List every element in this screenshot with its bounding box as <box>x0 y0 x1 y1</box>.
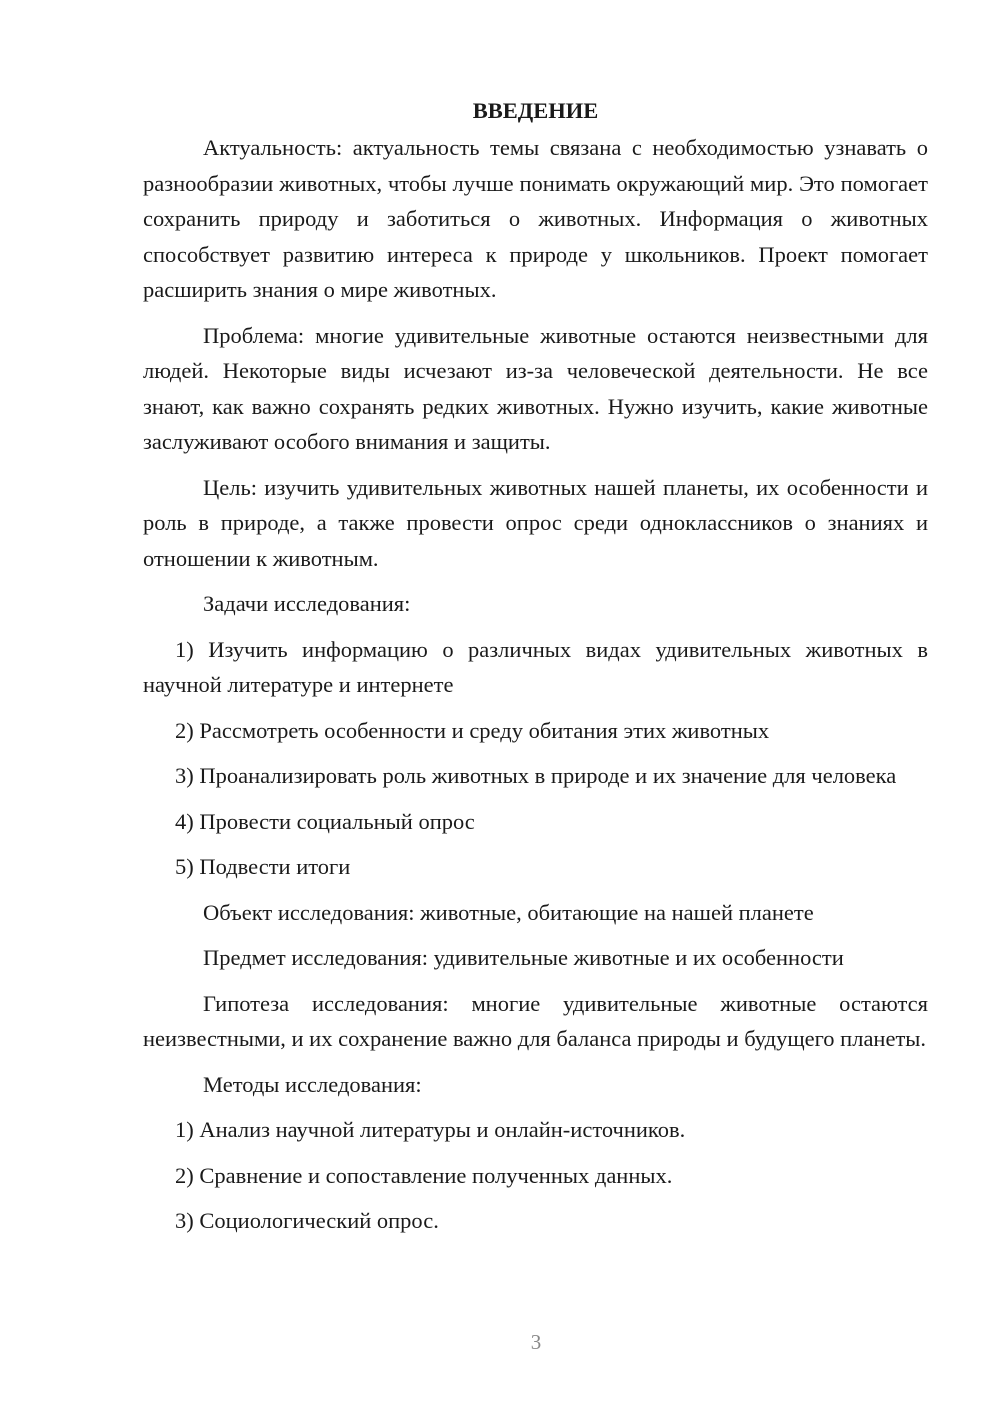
task-item: 1) Изучить информацию о различных видах удивительных животных в научной литературе и интернете <box>143 636 928 697</box>
problem-paragraph: Проблема: многие удивительные животные остаются неизвестными для людей. Некоторые виды исчезают из-за человеческой деятельности. Не все знают, как важно сохранять редких животных. Нужно изучить, какие животные заслуживают особого внимания и защиты. <box>143 322 928 454</box>
method-item: 1) Анализ научной литературы и онлайн-источников. <box>175 1117 686 1142</box>
task-item: 3) Проанализировать роль животных в природе и их значение для человека <box>175 763 897 788</box>
task-item: 4) Провести социальный опрос <box>175 808 475 834</box>
relevance-paragraph: Актуальность: актуальность темы связана с необходимостью узнавать о разнообразии животных, чтобы лучше понимать окружающий мир. Это помогает сохранить природу и заботиться о животных. Информация о животных способствует развитию интереса к природе у школьников. Проект помогает расширить знания о мире животных. <box>143 135 928 302</box>
goal-paragraph: Цель: изучить удивительных животных нашей планеты, их особенности и роль в природе, а также провести опрос среди одноклассников о знаниях и отношении к животным. <box>143 474 928 571</box>
tasks-heading: Задачи исследования: <box>203 591 411 616</box>
section-title: ВВЕДЕНИЕ <box>472 98 599 123</box>
research-object: Объект исследования: животные, обитающие на нашей планете <box>203 899 814 925</box>
task-item: 2) Рассмотреть особенности и среду обитания этих животных <box>175 717 770 743</box>
page-content <box>143 96 928 1249</box>
hypothesis-paragraph: Гипотеза исследования: многие удивительные животные остаются неизвестными, и их сохранение важно для баланса природы и будущего планеты. <box>143 990 928 1051</box>
method-item: 2) Сравнение и сопоставление полученных данных. <box>175 1162 673 1188</box>
method-item: 3) Социологический опрос. <box>175 1208 439 1233</box>
methods-heading: Методы исследования: <box>203 1071 422 1097</box>
page-number: 3 <box>530 1330 542 1354</box>
task-item: 5) Подвести итоги <box>175 854 351 879</box>
research-subject: Предмет исследования: удивительные животные и их особенности <box>203 945 844 970</box>
